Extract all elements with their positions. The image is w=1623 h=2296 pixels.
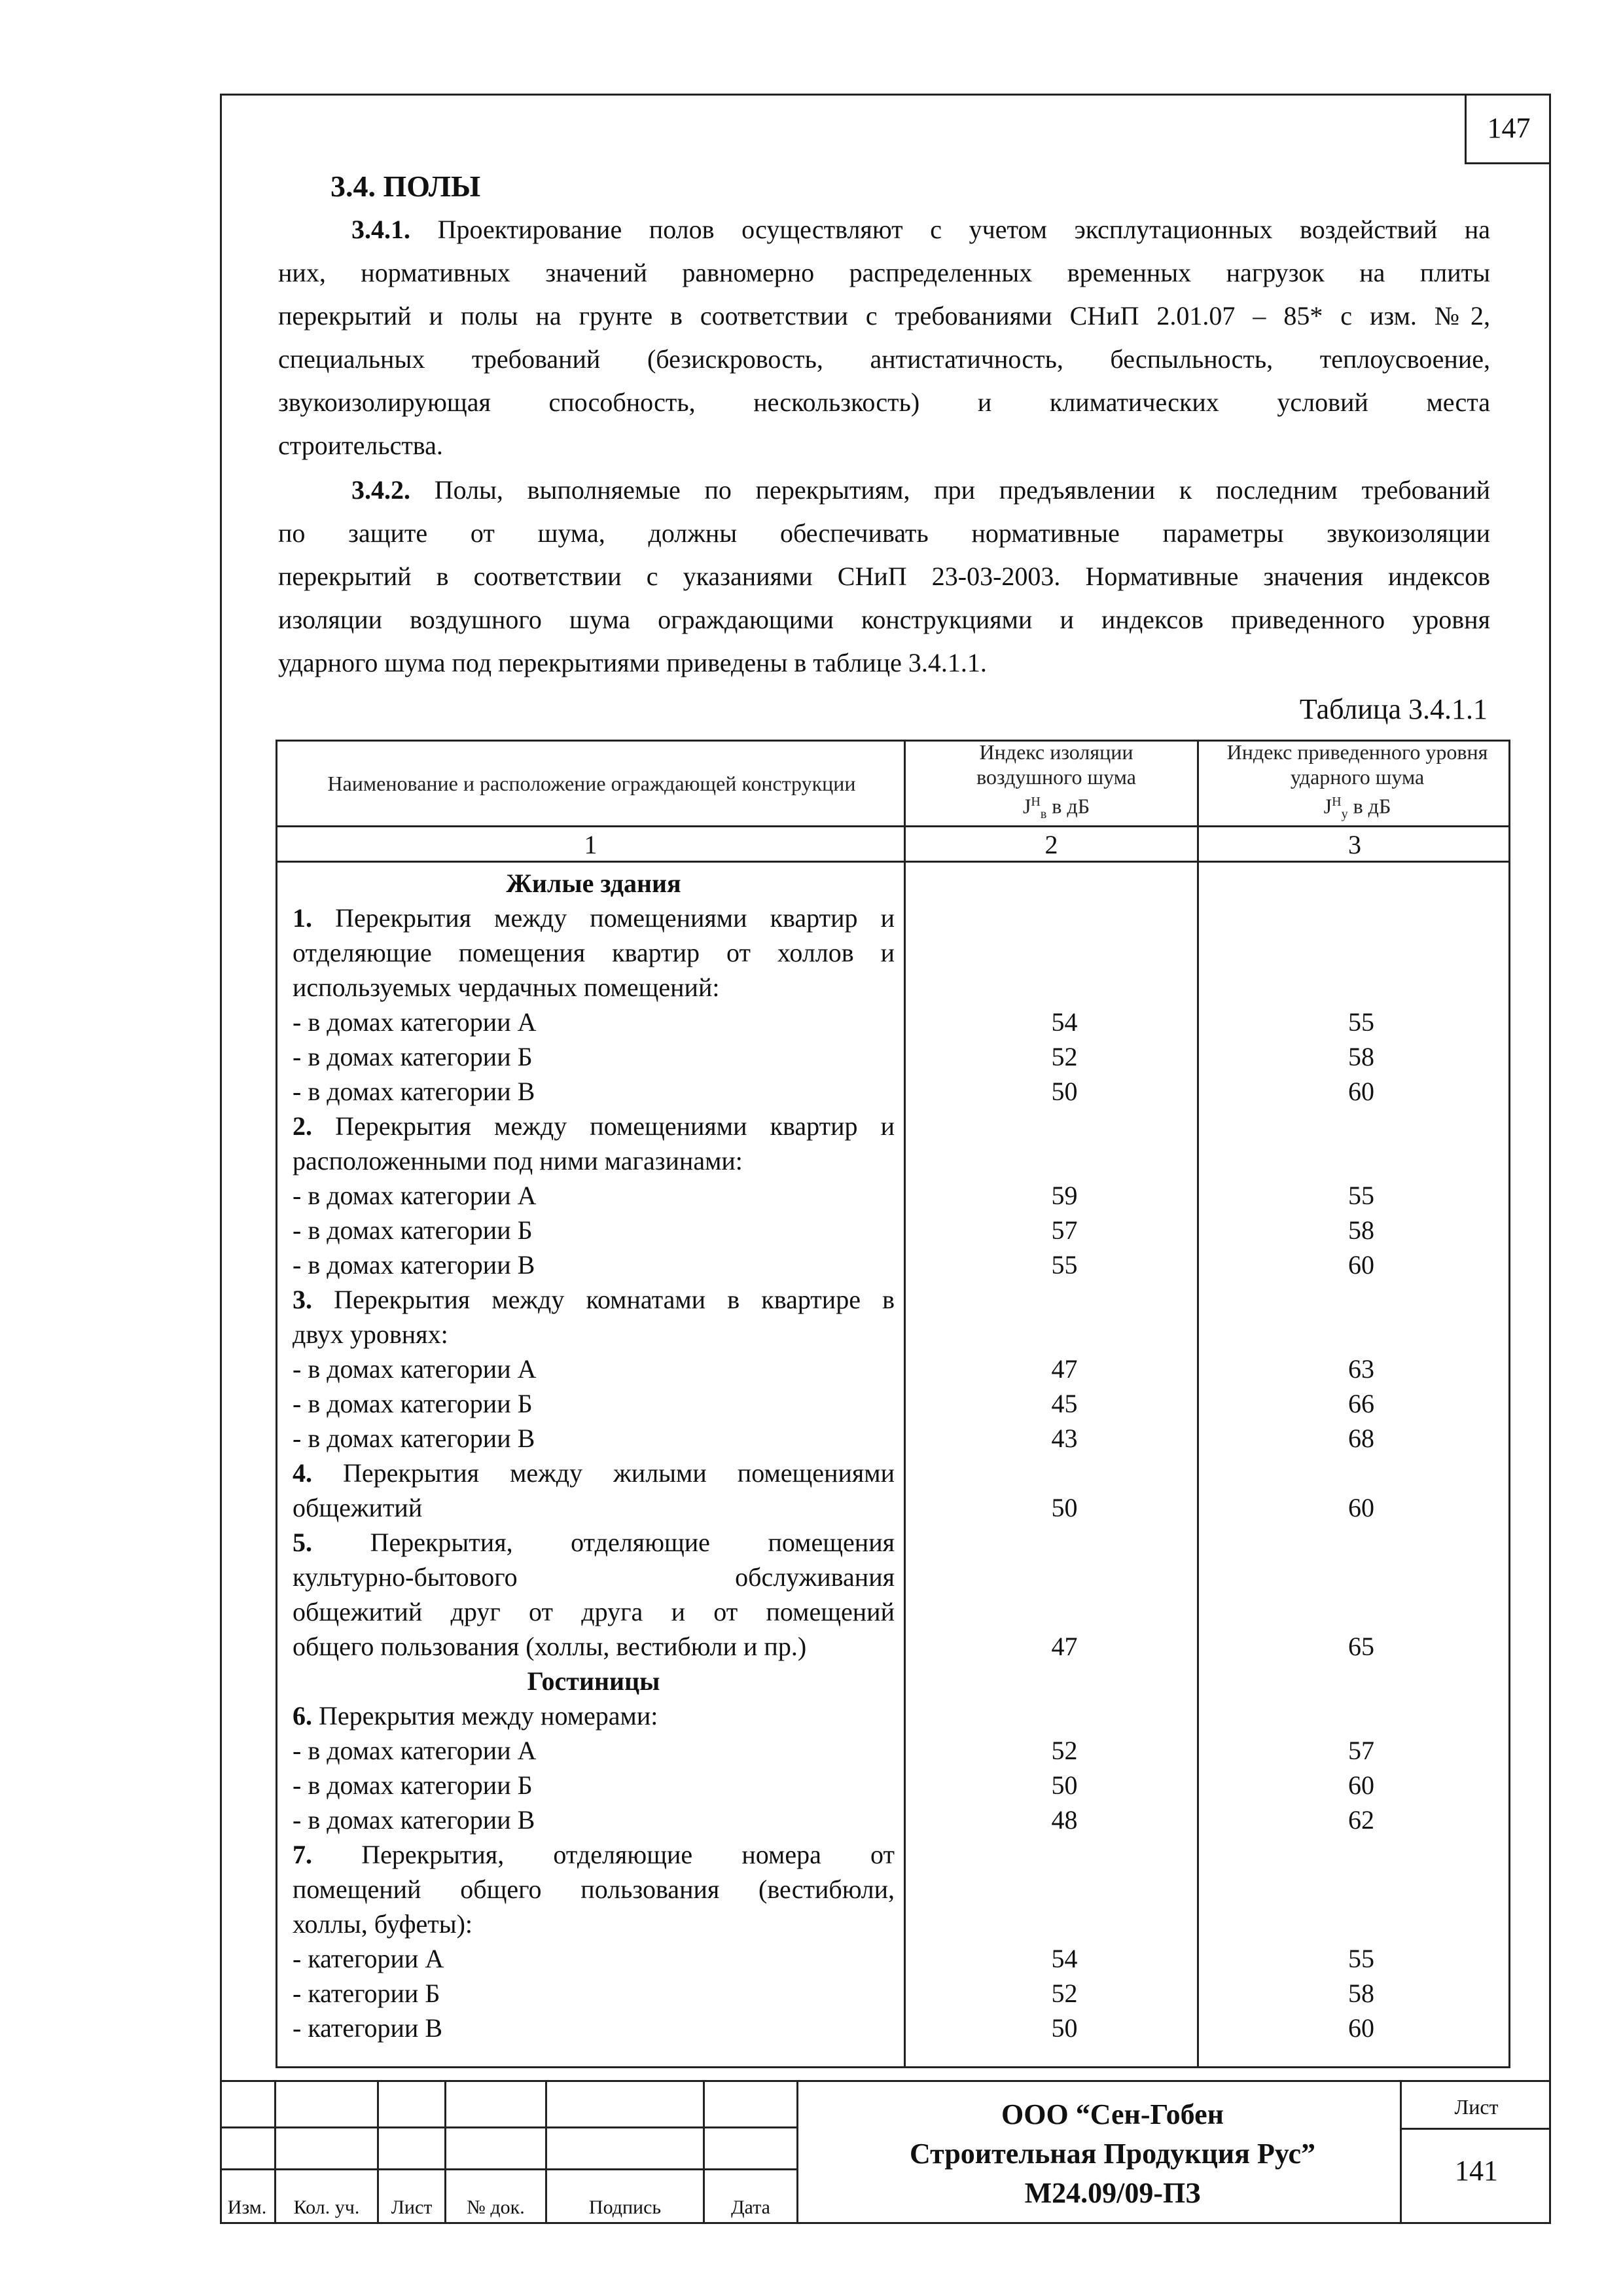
table-row xyxy=(277,1456,1508,1490)
cell-construction: 7. Перекрытия, отделяющие номера от xyxy=(293,1840,895,1869)
cell-construction: - в домах категории А xyxy=(293,1354,537,1384)
cell-impact-index: 60 xyxy=(1348,1770,1374,1800)
table-body xyxy=(277,866,1508,2045)
cell-construction: - в домах категории В xyxy=(293,1805,535,1835)
table-row xyxy=(277,1872,1508,1907)
table-group-heading xyxy=(277,1664,1508,1698)
cell-impact-index: 57 xyxy=(1348,1736,1374,1765)
cell-construction: - категории В xyxy=(293,2013,443,2043)
column-number-3: 3 xyxy=(1348,829,1361,859)
paragraph-3-4-2 xyxy=(278,469,1490,685)
table-row xyxy=(277,935,1508,970)
table-row xyxy=(277,2011,1508,2045)
cell-construction: двух уровнях: xyxy=(293,1319,448,1349)
paragraph-number: 3.4.1. xyxy=(351,215,410,244)
table-row xyxy=(277,1594,1508,1629)
cell-impact-index: 68 xyxy=(1348,1424,1374,1453)
cell-airborne-index: 52 xyxy=(1051,1736,1078,1765)
cell-impact-index: 66 xyxy=(1348,1389,1374,1418)
stamp-label-doc: № док. xyxy=(467,2197,525,2218)
paragraph-3-4-1 xyxy=(278,208,1490,467)
cell-construction: культурно-бытового обслуживания xyxy=(293,1562,895,1592)
table-row xyxy=(277,1803,1508,1837)
cell-construction: - в домах категории Б xyxy=(293,1770,533,1800)
page-number: 147 xyxy=(1465,94,1551,164)
table-group-heading xyxy=(277,866,1508,901)
stamp-label-date: Дата xyxy=(731,2197,770,2218)
cell-construction: - в домах категории А xyxy=(293,1007,537,1037)
table-row xyxy=(277,970,1508,1005)
cell-impact-index: 60 xyxy=(1348,1250,1374,1280)
cell-airborne-index: 54 xyxy=(1051,1944,1078,1973)
table-row xyxy=(277,1039,1508,1074)
table-row xyxy=(277,1525,1508,1560)
paragraph-line: перекрытий и полы на грунте в соответствии с требованиями СНиП 2.01.07 – 85* с изм. №2, xyxy=(278,301,1490,331)
header-unit-airborne: $J^Н_в$ в дБ xyxy=(1022,795,1090,822)
paragraph-line: строительства. xyxy=(278,431,443,460)
cell-construction: - категории Б xyxy=(293,1979,440,2008)
stamp-label-list: Лист xyxy=(391,2197,433,2218)
header-unit-impact: $J^Н_у$ в дБ xyxy=(1323,795,1391,822)
cell-construction: - в домах категории В xyxy=(293,1077,535,1106)
cell-construction: общего пользования (холлы, вестибюли и пр.) xyxy=(293,1632,807,1661)
paragraph-line: перекрытий в соответствии с указаниями СНиП 23-03-2003. Нормативные значения индексов xyxy=(278,562,1490,591)
table-row xyxy=(277,1560,1508,1594)
cell-construction: - категории А xyxy=(293,1944,444,1973)
table-row xyxy=(277,1247,1508,1282)
table-row xyxy=(277,1907,1508,1941)
cell-airborne-index: 50 xyxy=(1051,1770,1078,1800)
noise-index-table xyxy=(276,740,1510,2068)
cell-impact-index: 60 xyxy=(1348,1077,1374,1106)
cell-construction: 1. Перекрытия между помещениями квартир и xyxy=(293,903,895,933)
table-row xyxy=(277,1629,1508,1664)
table-row xyxy=(277,1421,1508,1456)
cell-impact-index: 55 xyxy=(1348,1007,1374,1037)
cell-construction: - в домах категории Б xyxy=(293,1389,533,1418)
table-row xyxy=(277,1143,1508,1178)
cell-impact-index: 55 xyxy=(1348,1181,1374,1210)
header-construction: Наименование и расположение ограждающей конструкции xyxy=(327,772,856,795)
cell-airborne-index: 43 xyxy=(1051,1424,1078,1453)
cell-construction: 6. Перекрытия между номерами: xyxy=(293,1701,658,1731)
cell-construction: - в домах категории А xyxy=(293,1736,537,1765)
cell-construction: - в домах категории В xyxy=(293,1424,535,1453)
table-row xyxy=(277,1768,1508,1803)
cell-impact-index: 58 xyxy=(1348,1215,1374,1245)
table-row xyxy=(277,1976,1508,2011)
table-row xyxy=(277,1213,1508,1247)
sheet-number: 141 xyxy=(1455,2155,1498,2187)
cell-impact-index: 63 xyxy=(1348,1354,1374,1384)
cell-impact-index: 62 xyxy=(1348,1805,1374,1835)
cell-construction: общежитий xyxy=(293,1493,423,1522)
cell-airborne-index: 54 xyxy=(1051,1007,1078,1037)
table-row xyxy=(277,1178,1508,1213)
paragraph-line: 3.4.1. Проектирование полов осуществляют с учетом эксплутационных воздействий на xyxy=(351,215,1490,244)
table-row xyxy=(277,901,1508,935)
cell-impact-index: 58 xyxy=(1348,1042,1374,1071)
paragraph-line: 3.4.2. Полы, выполняемые по перекрытиям, при предъявлении к последним требований xyxy=(351,475,1490,505)
cell-construction: 2. Перекрытия между помещениями квартир и xyxy=(293,1111,895,1141)
cell-construction: расположенными под ними магазинами: xyxy=(293,1146,743,1175)
cell-construction: отделяющие помещения квартир от холлов и xyxy=(293,938,895,967)
cell-impact-index: 65 xyxy=(1348,1632,1374,1661)
stamp-label-kol: Кол. уч. xyxy=(293,2197,360,2218)
cell-airborne-index: 50 xyxy=(1051,1493,1078,1522)
cell-construction: 5. Перекрытия, отделяющие помещения xyxy=(293,1528,895,1557)
cell-construction: общежитий друг от друга и от помещений xyxy=(293,1597,895,1626)
cell-impact-index: 60 xyxy=(1348,2013,1374,2043)
table-row xyxy=(277,1005,1508,1039)
cell-construction: - в домах категории А xyxy=(293,1181,537,1210)
paragraph-line: по защите от шума, должны обеспечивать нормативные параметры звукоизоляции xyxy=(278,518,1490,548)
table-row xyxy=(277,1352,1508,1386)
paragraph-number: 3.4.2. xyxy=(351,475,410,505)
table-row xyxy=(277,1282,1508,1317)
cell-construction: помещений общего пользования (вестибюли, xyxy=(293,1874,895,1904)
cell-airborne-index: 47 xyxy=(1051,1354,1078,1384)
cell-impact-index: 55 xyxy=(1348,1944,1374,1973)
column-number-1: 1 xyxy=(584,829,597,859)
cell-airborne-index: 50 xyxy=(1051,2013,1078,2043)
table-row xyxy=(277,1698,1508,1733)
column-number-2: 2 xyxy=(1044,829,1058,859)
table-row xyxy=(277,1490,1508,1525)
stamp-label-izm: Изм. xyxy=(227,2197,267,2218)
table-caption: Таблица 3.4.1.1 xyxy=(1299,693,1488,725)
cell-construction: - в домах категории В xyxy=(293,1250,535,1280)
cell-construction: холлы, буфеты): xyxy=(293,1909,473,1939)
table-row xyxy=(277,1317,1508,1352)
table-row xyxy=(277,1733,1508,1768)
cell-airborne-index: 55 xyxy=(1051,1250,1078,1280)
table-row xyxy=(277,1074,1508,1109)
paragraph-line: специальных требований (безискровость, антистатичность, беспыльность, теплоусвоение, xyxy=(278,344,1490,374)
cell-airborne-index: 59 xyxy=(1051,1181,1078,1210)
cell-construction: - в домах категории Б xyxy=(293,1042,533,1071)
cell-construction: Жилые здания xyxy=(506,869,681,898)
table-row xyxy=(277,1941,1508,1976)
sheet-label: Лист xyxy=(1454,2095,1499,2119)
paragraph-line: звукоизолирующая способность, нескользкость) и климатических условий места xyxy=(278,387,1490,417)
cell-airborne-index: 50 xyxy=(1051,1077,1078,1106)
paragraph-line: ударного шума под перекрытиями приведены в таблице 3.4.1.1. xyxy=(278,648,987,677)
cell-construction: 4. Перекрытия между жилыми помещениями xyxy=(293,1458,895,1488)
paragraph-line: них, нормативных значений равномерно распределенных временных нагрузок на плиты xyxy=(278,258,1490,287)
cell-airborne-index: 47 xyxy=(1051,1632,1078,1661)
cell-airborne-index: 52 xyxy=(1051,1979,1078,2008)
table-row xyxy=(277,1386,1508,1421)
section-heading: 3.4. ПОЛЫ xyxy=(330,170,481,203)
table-row xyxy=(277,1837,1508,1872)
table-row xyxy=(277,1109,1508,1143)
header-impact-index: Индекс приведенного уровня ударного шума $J^Н_у$ в дБ xyxy=(1213,742,1501,825)
cell-impact-index: 60 xyxy=(1348,1493,1374,1522)
cell-airborne-index: 52 xyxy=(1051,1042,1078,1071)
cell-construction: 3. Перекрытия между комнатами в квартире в xyxy=(293,1285,895,1314)
stamp-label-signature: Подпись xyxy=(588,2197,662,2218)
company-name: ООО “Сен-Гобен Строительная Продукция Рус” М24.09/09-ПЗ xyxy=(909,2098,1316,2209)
cell-airborne-index: 48 xyxy=(1051,1805,1078,1835)
cell-airborne-index: 57 xyxy=(1051,1215,1078,1245)
paragraph-line: изоляции воздушного шума ограждающими конструкциями и индексов приведенного уровня xyxy=(278,605,1490,634)
cell-impact-index: 58 xyxy=(1348,1979,1374,2008)
cell-construction: - в домах категории Б xyxy=(293,1215,533,1245)
cell-airborne-index: 45 xyxy=(1051,1389,1078,1418)
title-block xyxy=(220,2080,1551,2224)
cell-construction: используемых чердачных помещений: xyxy=(293,973,720,1002)
header-airborne-index: Индекс изоляции воздушного шума $J^Н_в$ в дБ xyxy=(932,742,1181,825)
cell-construction: Гостиницы xyxy=(527,1666,660,1696)
